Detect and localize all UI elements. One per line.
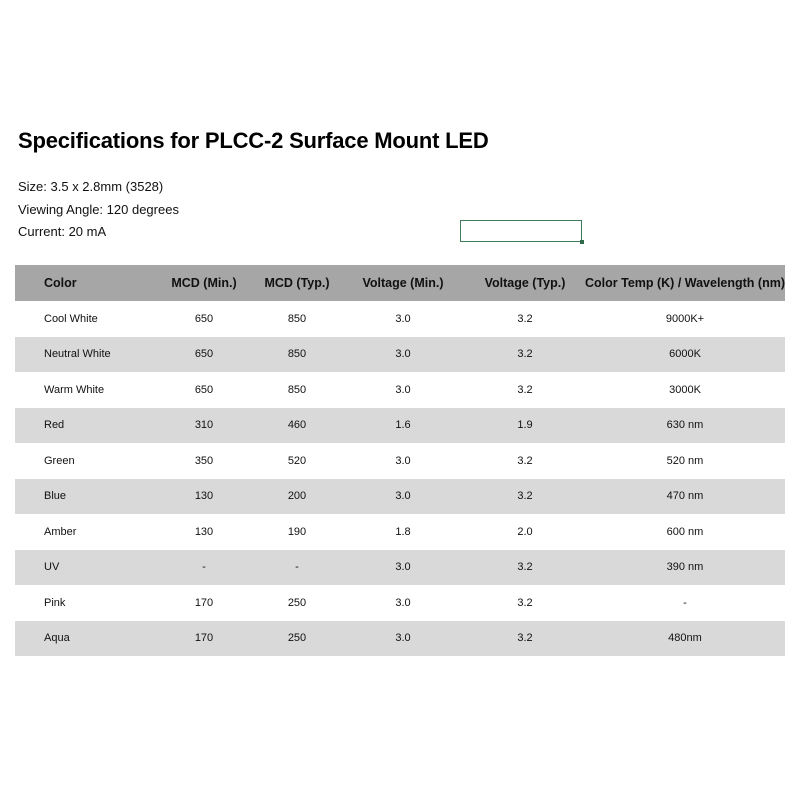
table-row xyxy=(15,443,785,479)
cell-color-temp[interactable]: - xyxy=(683,596,687,609)
cell-mcd-typ[interactable]: 190 xyxy=(287,525,307,538)
cell-voltage-min[interactable]: 3.0 xyxy=(341,337,465,373)
cell-mcd-min[interactable]: 130 xyxy=(194,525,214,538)
specs-table xyxy=(15,265,785,656)
table-header-row xyxy=(15,265,785,301)
spec-size: Size: 3.5 x 2.8mm (3528) xyxy=(18,179,164,194)
cell-voltage-typ[interactable]: 1.9 xyxy=(465,408,585,444)
cell-voltage-typ[interactable]: 3.2 xyxy=(465,621,585,657)
table-row xyxy=(15,408,785,444)
header-voltage-min[interactable]: Voltage (Min.) xyxy=(341,265,465,301)
cell-voltage-min[interactable]: 1.8 xyxy=(395,525,411,538)
cell-color[interactable]: Warm White xyxy=(44,383,105,396)
cell-color[interactable]: UV xyxy=(15,550,155,586)
cell-color[interactable]: Amber xyxy=(44,525,77,538)
cell-color[interactable]: Green xyxy=(44,454,75,467)
cell-mcd-typ[interactable]: - xyxy=(253,550,341,586)
cell-color[interactable]: Cool White xyxy=(44,312,98,325)
cell-voltage-min[interactable]: 3.0 xyxy=(395,596,411,609)
table-row xyxy=(15,301,785,337)
cell-color[interactable]: Blue xyxy=(15,479,155,515)
header-color-temp[interactable]: Color Temp (K) / Wavelength (nm) xyxy=(585,265,785,301)
cell-color-temp[interactable]: 3000K xyxy=(669,383,701,396)
cell-voltage-min[interactable]: 3.0 xyxy=(395,312,411,325)
cell-voltage-min[interactable]: 3.0 xyxy=(341,479,465,515)
spec-current: Current: 20 mA xyxy=(18,224,107,239)
header-mcd-typ[interactable]: MCD (Typ.) xyxy=(253,265,341,301)
cell-mcd-min[interactable]: 650 xyxy=(194,383,214,396)
cell-voltage-typ[interactable]: 3.2 xyxy=(465,479,585,515)
spec-viewing-angle: Viewing Angle: 120 degrees xyxy=(18,202,179,217)
cell-color-temp[interactable]: 390 nm xyxy=(585,550,785,586)
cell-mcd-typ[interactable]: 850 xyxy=(287,312,307,325)
cell-mcd-typ[interactable]: 200 xyxy=(253,479,341,515)
cell-mcd-min[interactable]: 170 xyxy=(155,621,253,657)
selected-cell[interactable] xyxy=(460,220,582,242)
header-voltage-typ[interactable]: Voltage (Typ.) xyxy=(465,265,585,301)
cell-color-temp[interactable]: 470 nm xyxy=(585,479,785,515)
cell-color[interactable]: Pink xyxy=(44,596,66,609)
table-row xyxy=(15,337,785,373)
cell-voltage-typ[interactable]: 2.0 xyxy=(517,525,533,538)
cell-color-temp[interactable]: 520 nm xyxy=(666,454,704,467)
cell-mcd-typ[interactable]: 250 xyxy=(287,596,307,609)
cell-color[interactable]: Aqua xyxy=(15,621,155,657)
cell-mcd-min[interactable]: 170 xyxy=(194,596,214,609)
cell-voltage-typ[interactable]: 3.2 xyxy=(465,550,585,586)
cell-voltage-min[interactable]: 3.0 xyxy=(341,621,465,657)
cell-color[interactable]: Neutral White xyxy=(15,337,155,373)
table-row xyxy=(15,550,785,586)
cell-color-temp[interactable]: 6000K xyxy=(585,337,785,373)
cell-mcd-min[interactable]: 130 xyxy=(155,479,253,515)
cell-color-temp[interactable]: 630 nm xyxy=(585,408,785,444)
cell-mcd-min[interactable]: - xyxy=(155,550,253,586)
cell-color-temp[interactable]: 480nm xyxy=(585,621,785,657)
cell-mcd-typ[interactable]: 520 xyxy=(287,454,307,467)
cell-voltage-min[interactable]: 3.0 xyxy=(395,383,411,396)
table-row xyxy=(15,585,785,621)
cell-color-temp[interactable]: 600 nm xyxy=(666,525,704,538)
cell-mcd-min[interactable]: 350 xyxy=(194,454,214,467)
table-row xyxy=(15,621,785,657)
fill-handle[interactable] xyxy=(580,240,584,244)
header-mcd-min[interactable]: MCD (Min.) xyxy=(155,265,253,301)
cell-voltage-min[interactable]: 3.0 xyxy=(341,550,465,586)
cell-mcd-typ[interactable]: 250 xyxy=(253,621,341,657)
cell-voltage-typ[interactable]: 3.2 xyxy=(465,337,585,373)
cell-mcd-min[interactable]: 310 xyxy=(155,408,253,444)
cell-color-temp[interactable]: 9000K+ xyxy=(665,312,705,325)
page-title: Specifications for PLCC-2 Surface Mount LED xyxy=(18,128,489,153)
cell-mcd-typ[interactable]: 850 xyxy=(253,337,341,373)
table-row xyxy=(15,514,785,550)
cell-voltage-typ[interactable]: 3.2 xyxy=(517,312,533,325)
cell-voltage-min[interactable]: 1.6 xyxy=(341,408,465,444)
cell-mcd-typ[interactable]: 460 xyxy=(253,408,341,444)
cell-mcd-min[interactable]: 650 xyxy=(194,312,214,325)
table-row xyxy=(15,479,785,515)
cell-voltage-min[interactable]: 3.0 xyxy=(395,454,411,467)
cell-color[interactable]: Red xyxy=(15,408,155,444)
cell-mcd-min[interactable]: 650 xyxy=(155,337,253,373)
header-color[interactable]: Color xyxy=(15,265,155,301)
table-row xyxy=(15,372,785,408)
cell-mcd-typ[interactable]: 850 xyxy=(287,383,307,396)
cell-voltage-typ[interactable]: 3.2 xyxy=(517,454,533,467)
cell-voltage-typ[interactable]: 3.2 xyxy=(517,596,533,609)
cell-voltage-typ[interactable]: 3.2 xyxy=(517,383,533,396)
